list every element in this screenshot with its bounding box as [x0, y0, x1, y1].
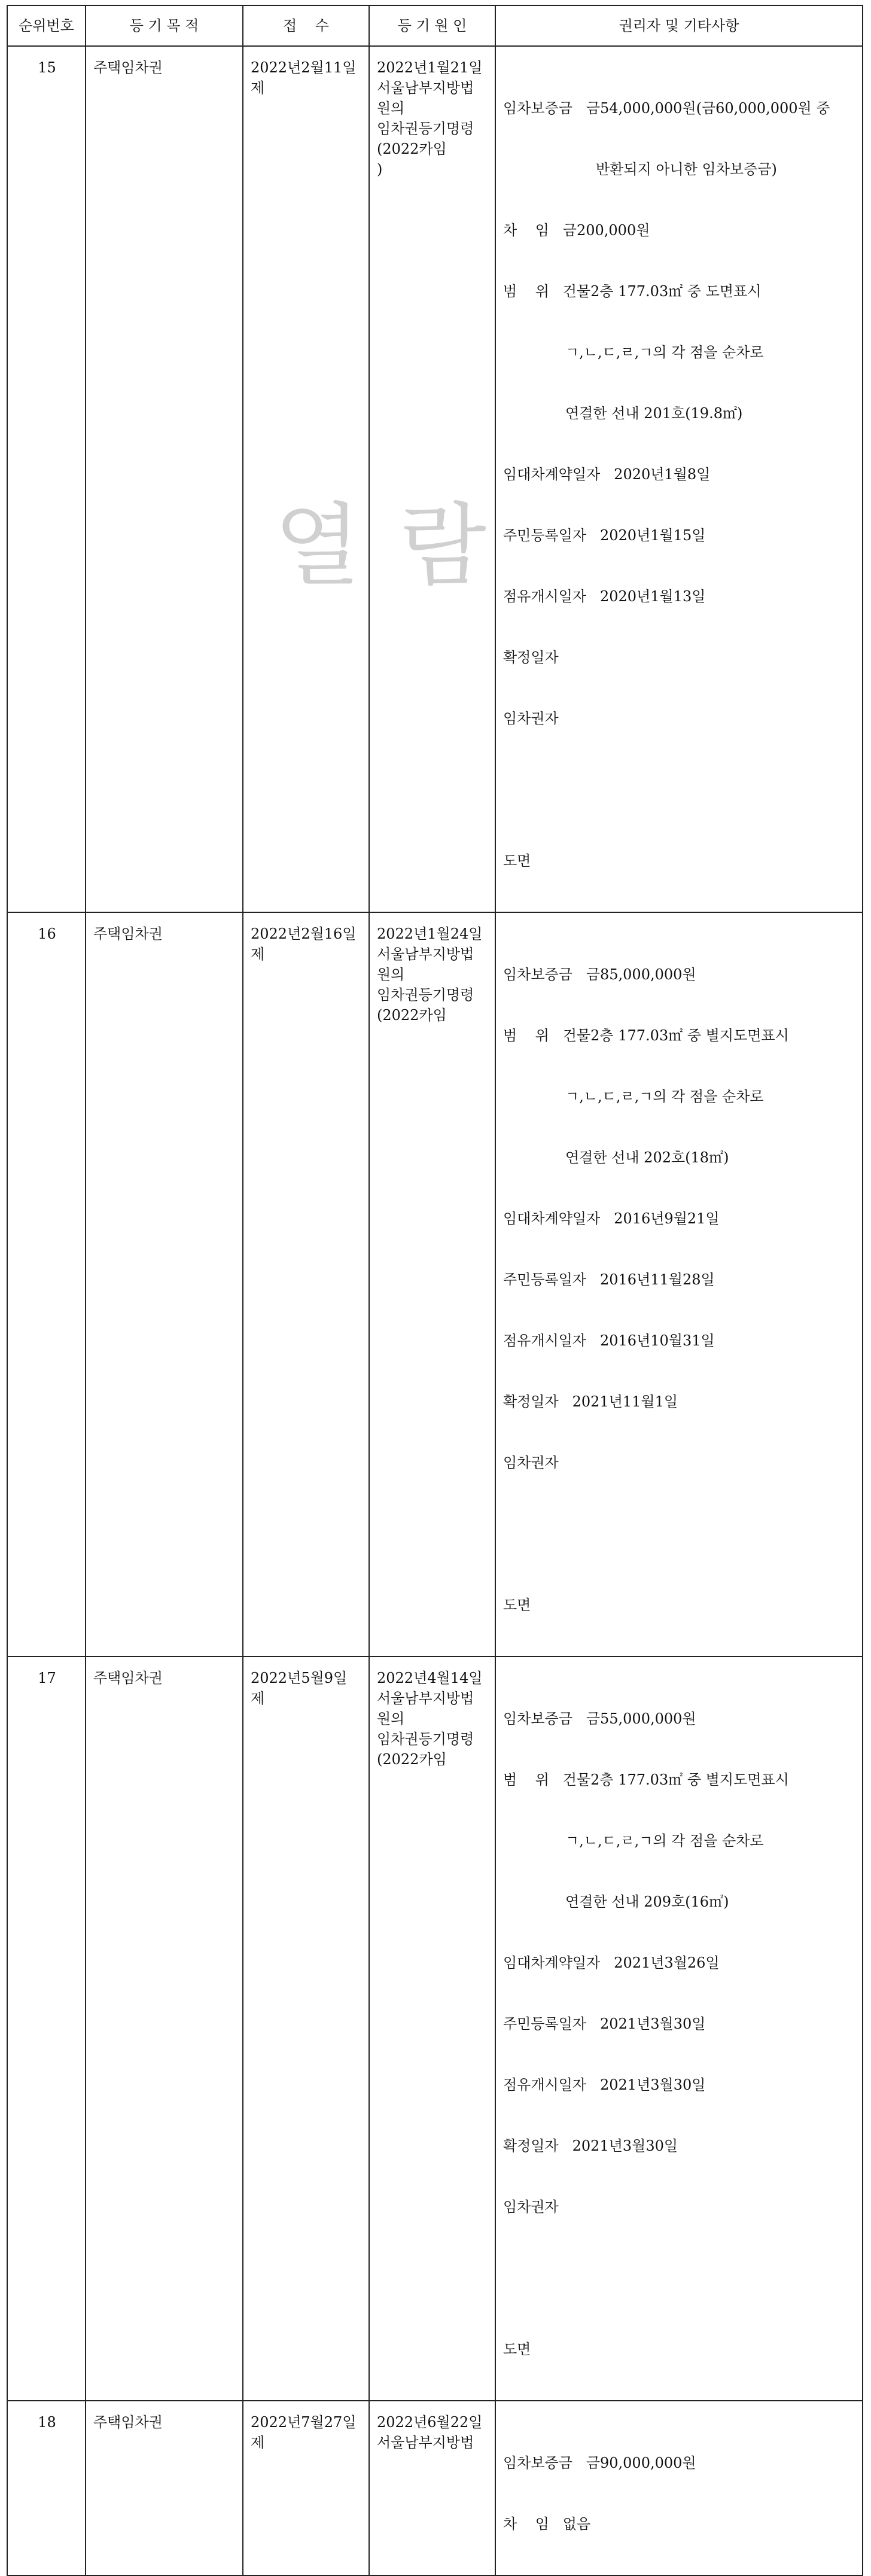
drawing: 도면	[503, 2341, 531, 2358]
cause-line: 임차권등기명령	[377, 120, 474, 137]
range-label: 범 위	[503, 1771, 549, 1788]
range-value: 건물2층 177.03㎡ 중 별지도면표시	[562, 1027, 789, 1044]
rank-number: 18	[38, 2414, 56, 2431]
cause-line: (2022카임	[377, 1007, 447, 1024]
table-row	[7, 2401, 863, 2575]
purpose: 주택임차권	[93, 2414, 163, 2431]
cause	[370, 913, 495, 1025]
possession-date: 점유개시일자 2020년1월13일	[503, 588, 706, 605]
holder: 임차권자	[503, 710, 559, 727]
cause-line: 서울남부지방법	[377, 1690, 474, 1707]
range-label: 범 위	[503, 283, 549, 300]
contract-date: 임대차계약일자 2021년3월26일	[503, 1954, 720, 1971]
table-row	[7, 912, 863, 1657]
cause-line: 원의	[377, 1710, 405, 1727]
cause-line: (2022카임	[377, 141, 447, 157]
deposit-label: 임차보증금	[503, 1710, 572, 1727]
holder: 임차권자	[503, 1454, 559, 1471]
drawing: 도면	[503, 1597, 531, 1613]
rent-value: 없음	[562, 2516, 591, 2532]
rent-line	[503, 220, 856, 240]
range-cont: ㄱ,ㄴ,ㄷ,ㄹ,ㄱ의 각 점을 순차로	[565, 344, 764, 361]
deposit-line	[503, 1709, 856, 1729]
range-line	[503, 1770, 856, 1790]
possession-date: 점유개시일자 2016년10월31일	[503, 1332, 715, 1349]
rank-number: 15	[38, 59, 56, 76]
deposit-line	[503, 98, 856, 118]
rent-label: 차 임	[503, 222, 549, 239]
receipt-no: 제	[251, 80, 265, 96]
rank-number: 16	[38, 925, 56, 942]
fixed-date: 확정일자 2021년11월1일	[503, 1393, 678, 1410]
receipt	[243, 2401, 368, 2453]
rank-number: 17	[38, 1670, 56, 1686]
range-cont: ㄱ,ㄴ,ㄷ,ㄹ,ㄱ의 각 점을 순차로	[565, 1832, 764, 1849]
receipt-date: 2022년7월27일	[251, 2414, 357, 2431]
header-row	[7, 5, 863, 46]
cause-line: 원의	[377, 966, 405, 983]
rights	[496, 1657, 862, 2400]
drawing: 도면	[503, 852, 531, 869]
deposit-line	[503, 2453, 856, 2473]
header-rights: 권리자 및 기타사항	[495, 5, 863, 46]
purpose: 주택임차권	[93, 1670, 163, 1686]
rent-label: 차 임	[503, 2516, 549, 2532]
cause	[370, 1657, 495, 1770]
header-receipt: 접 수	[243, 5, 369, 46]
header-rank: 순위번호	[7, 5, 86, 46]
receipt	[243, 1657, 368, 1709]
cause-line: 서울남부지방법	[377, 2434, 474, 2451]
cause	[370, 47, 495, 179]
deposit-value: 금90,000,000원	[586, 2455, 696, 2471]
receipt-no: 제	[251, 2434, 265, 2451]
resident-date: 주민등록일자 2021년3월30일	[503, 2015, 706, 2032]
receipt	[243, 47, 368, 98]
cause-line: 2022년1월24일	[377, 925, 483, 942]
watermark-char: 열	[274, 494, 361, 598]
cause-line: 2022년6월22일	[377, 2414, 483, 2431]
rights	[496, 2401, 862, 2575]
deposit-cont: 반환되지 아니한 임차보증금)	[596, 161, 777, 178]
contract-date: 임대차계약일자 2020년1월8일	[503, 466, 711, 483]
purpose: 주택임차권	[93, 59, 163, 76]
cause	[370, 2401, 495, 2453]
resident-date: 주민등록일자 2020년1월15일	[503, 527, 706, 544]
rent-value: 금200,000원	[562, 222, 650, 239]
receipt-no: 제	[251, 946, 265, 963]
deposit-label: 임차보증금	[503, 2455, 572, 2471]
range-value: 건물2층 177.03㎡ 중 도면표시	[562, 283, 762, 300]
rights	[496, 47, 862, 912]
range-cont: ㄱ,ㄴ,ㄷ,ㄹ,ㄱ의 각 점을 순차로	[565, 1088, 764, 1105]
range-cont: 연결한 선내 209호(16㎡)	[565, 1893, 729, 1910]
range-cont: 연결한 선내 202호(18㎡)	[565, 1149, 729, 1166]
range-line	[503, 1025, 856, 1046]
cause-line: )	[377, 161, 383, 178]
range-label: 범 위	[503, 1027, 549, 1044]
receipt-date: 2022년2월11일	[251, 59, 357, 76]
table-row	[7, 46, 863, 912]
deposit-line	[503, 964, 856, 985]
deposit-value: 금54,000,000원(금60,000,000원 중	[586, 100, 830, 117]
registry-table	[7, 5, 863, 2576]
watermark-char: 람	[400, 494, 486, 598]
cause-line: 원의	[377, 100, 405, 117]
rent-line	[503, 2514, 856, 2534]
range-line	[503, 281, 856, 302]
rights	[496, 913, 862, 1656]
fixed-date: 확정일자	[503, 649, 559, 666]
deposit-value: 금85,000,000원	[586, 966, 696, 983]
cause-line: 서울남부지방법	[377, 946, 474, 963]
deposit-value: 금55,000,000원	[586, 1710, 696, 1727]
deposit-label: 임차보증금	[503, 100, 572, 117]
deposit-label: 임차보증금	[503, 966, 572, 983]
resident-date: 주민등록일자 2016년11월28일	[503, 1271, 715, 1288]
cause-line: 2022년1월21일	[377, 59, 483, 76]
range-cont: 연결한 선내 201호(19.8㎡)	[565, 405, 743, 422]
receipt-no: 제	[251, 1690, 265, 1707]
purpose: 주택임차권	[93, 925, 163, 942]
cause-line: (2022카임	[377, 1751, 447, 1768]
receipt-date: 2022년2월16일	[251, 925, 357, 942]
header-purpose: 등 기 목 적	[86, 5, 243, 46]
cause-line: 임차권등기명령	[377, 1731, 474, 1747]
holder: 임차권자	[503, 2199, 559, 2215]
cause-line: 서울남부지방법	[377, 80, 474, 96]
table-row	[7, 1657, 863, 2401]
range-value: 건물2층 177.03㎡ 중 별지도면표시	[562, 1771, 789, 1788]
possession-date: 점유개시일자 2021년3월30일	[503, 2076, 706, 2093]
receipt-date: 2022년5월9일	[251, 1670, 348, 1686]
cause-line: 임차권등기명령	[377, 986, 474, 1003]
header-cause: 등 기 원 인	[369, 5, 495, 46]
contract-date: 임대차계약일자 2016년9월21일	[503, 1210, 720, 1227]
receipt	[243, 913, 368, 964]
fixed-date: 확정일자 2021년3월30일	[503, 2137, 678, 2154]
cause-line: 2022년4월14일	[377, 1670, 483, 1686]
